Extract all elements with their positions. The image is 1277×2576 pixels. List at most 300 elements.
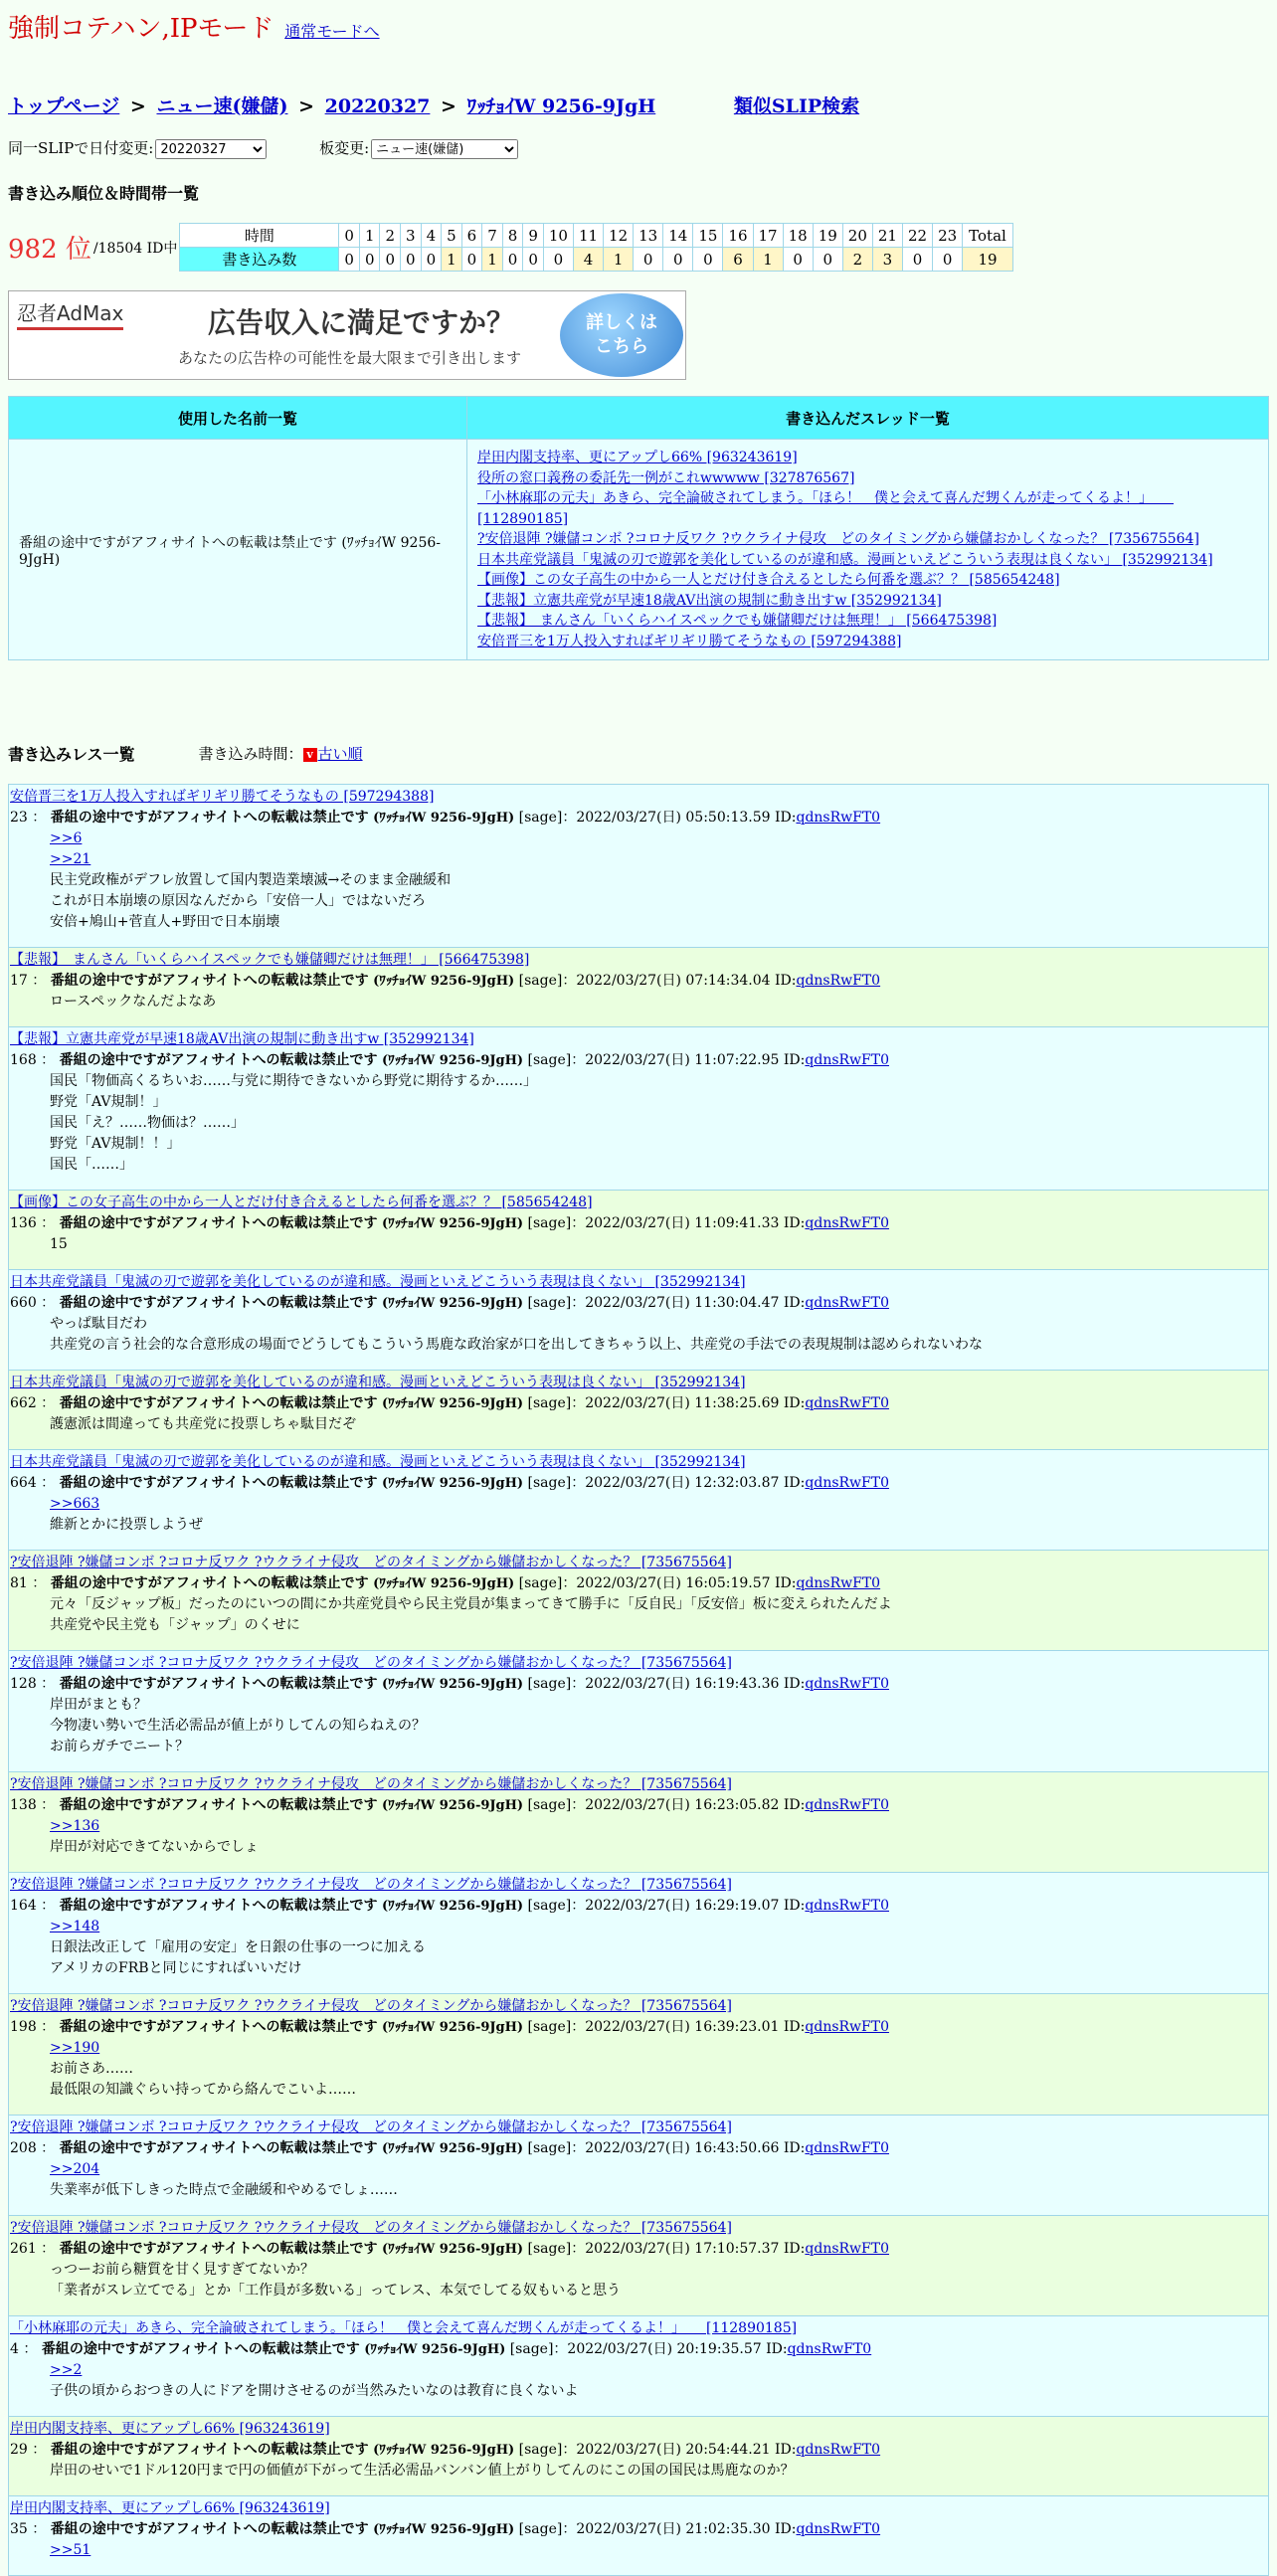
post-number: 662 [10, 1395, 37, 1411]
post-text-line: 国民「物価高くるちいお……与党に期待できないから野党に期待するか……」 [50, 1073, 537, 1089]
post-number: 261 [10, 2241, 37, 2257]
post-sage: [sage] [527, 1475, 572, 1491]
post-text-line: 野党「AV規制！」 [50, 1094, 167, 1110]
post-time-sort [199, 743, 363, 764]
post-item [8, 1772, 1269, 1873]
post-item [8, 1873, 1269, 1994]
post-thread-link[interactable]: 日本共産党議員「鬼滅の刃で遊郭を美化しているのが違和感。漫画といえどこういう表現は良くない」 [352992134] [10, 1375, 746, 1390]
post-header: 4 ： 番組の途中ですがアフィサイトへの転載は禁止です (ﾜｯﾁｮｲW 9256-9JgH) [sage]：2022/03/27(日) 20:19:35.57 ID:qdnsRwFT0 [10, 2341, 872, 2357]
post-slip: (ﾜｯﾁｮｲW 9256-9JgH) [373, 1576, 515, 1591]
post-id-link[interactable]: qdnsRwFT0 [805, 2019, 889, 2035]
post-name: 番組の途中ですがアフィサイトへの転載は禁止です [59, 2140, 378, 2156]
total-header: Total [963, 224, 1013, 248]
post-sage: [sage] [509, 2341, 554, 2357]
post-id-prefix: ID: [775, 2521, 797, 2537]
post-id-prefix: ID: [783, 1797, 806, 1813]
post-header: 164 ： 番組の途中ですがアフィサイトへの転載は禁止です (ﾜｯﾁｮｲW 9256-9JgH) [sage]：2022/03/27(日) 16:29:19.07 ID:qdnsRwFT0 [10, 1898, 889, 1914]
post-item [8, 1551, 1269, 1651]
board-select[interactable] [371, 139, 518, 159]
post-sage: [sage] [527, 1052, 572, 1068]
post-name: 番組の途中ですがアフィサイトへの転載は禁止です [50, 973, 369, 989]
post-slip: (ﾜｯﾁｮｲW 9256-9JgH) [373, 974, 515, 989]
post-slip: (ﾜｯﾁｮｲW 9256-9JgH) [373, 811, 515, 826]
post-id-prefix: ID: [783, 2140, 806, 2156]
post-sage: [sage] [518, 1575, 563, 1591]
post-id-link[interactable]: qdnsRwFT0 [796, 2521, 881, 2537]
ranking-block [8, 223, 1013, 272]
post-name: 番組の途中ですがアフィサイトへの転載は禁止です [50, 810, 369, 826]
post-name: 番組の途中ですがアフィサイトへの転載は禁止です [59, 1395, 378, 1411]
sort-arrow-icon[interactable]: v [303, 748, 317, 762]
post-number: 128 [10, 1676, 37, 1692]
hour-cell: 15 [693, 224, 723, 248]
responses-heading: 書き込みレス一覧 [8, 745, 135, 764]
count-cell: 0 [813, 248, 842, 272]
hour-cell: 2 [380, 224, 401, 248]
post-name: 番組の途中ですがアフィサイトへの転載は禁止です [59, 2241, 378, 2257]
date-change-label: 同一SLIPで日付変更: [8, 139, 154, 157]
post-id-link[interactable]: qdnsRwFT0 [805, 1475, 889, 1491]
post-body [50, 2461, 1267, 2482]
post-thread-link[interactable]: ?安倍退陣 ?嫌儲コンボ ?コロナ反ワク ?ウクライナ侵攻 どのタイミングから嫌儲おかしくなった？ [735675564] [10, 1877, 732, 1893]
count-cell: 0 [401, 248, 422, 272]
post-name: 番組の途中ですがアフィサイトへの転載は禁止です [59, 1215, 378, 1231]
count-cell: 1 [604, 248, 634, 272]
post-name: 番組の途中ですがアフィサイトへの転載は禁止です [59, 1475, 378, 1491]
time-label: 時間 [180, 224, 339, 248]
reply-anchor-link[interactable]: >>51 [50, 2542, 91, 2558]
post-slip: (ﾜｯﾁｮｲW 9256-9JgH) [373, 2522, 515, 2537]
post-item [8, 1191, 1269, 1270]
post-number: 81 [10, 1575, 28, 1591]
reply-anchor-link[interactable]: >>190 [50, 2040, 100, 2056]
post-id-link[interactable]: qdnsRwFT0 [805, 2140, 889, 2156]
count-cell: 1 [753, 248, 783, 272]
post-id-link[interactable]: qdnsRwFT0 [805, 2241, 889, 2257]
post-header: 664 ： 番組の途中ですがアフィサイトへの転載は禁止です (ﾜｯﾁｮｲW 9256-9JgH) [sage]：2022/03/27(日) 12:32:03.87 ID:qdnsRwFT0 [10, 1475, 889, 1491]
post-id-prefix: ID: [783, 1395, 806, 1411]
post-id-link[interactable]: qdnsRwFT0 [805, 1295, 889, 1311]
post-number: 17 [10, 973, 28, 989]
post-body [50, 992, 1267, 1012]
used-name: 番組の途中ですがアフィサイトへの転載は禁止です (ﾜｯﾁｮｲW 9256-9JgH) [9, 440, 467, 660]
post-time: 2022/03/27(日) 11:07:22.95 [585, 1052, 780, 1068]
post-slip: (ﾜｯﾁｮｲW 9256-9JgH) [382, 2141, 524, 2156]
post-item [8, 2417, 1269, 2496]
post-id-prefix: ID: [783, 1215, 806, 1231]
count-cell: 0 [543, 248, 573, 272]
board-change-label: 板変更: [319, 139, 370, 157]
post-thread-link[interactable]: ?安倍退陣 ?嫌儲コンボ ?コロナ反ワク ?ウクライナ侵攻 どのタイミングから嫌儲おかしくなった？ [735675564] [10, 1555, 732, 1570]
thread-link[interactable]: 【画像】この女子高生の中から一人とだけ付き合えるとしたら何番を選ぶ？？ [585654248] [477, 572, 1060, 588]
post-body [50, 1494, 1267, 1536]
rank-total: /18504 ID中 [92, 240, 178, 257]
rank-value: 982 位 [8, 235, 91, 265]
post-slip: (ﾜｯﾁｮｲW 9256-9JgH) [382, 1899, 524, 1914]
post-text-line: っつーお前ら糖質を甘く見すぎてないか？ [50, 2262, 314, 2278]
post-id-prefix: ID: [783, 1475, 806, 1491]
post-text-line: 日銀法改正して「雇用の安定」を日銀の仕事の一つに加える [50, 1939, 426, 1955]
hour-cell: 19 [813, 224, 842, 248]
post-header: 35 ： 番組の途中ですがアフィサイトへの転載は禁止です (ﾜｯﾁｮｲW 9256-9JgH) [sage]：2022/03/27(日) 21:02:35.30 ID:qdnsRwFT0 [10, 2521, 881, 2537]
hours-row [180, 224, 1012, 248]
post-time: 2022/03/27(日) 16:05:19.57 [576, 1575, 771, 1591]
post-number: 168 [10, 1052, 37, 1068]
post-slip: (ﾜｯﾁｮｲW 9256-9JgH) [382, 1053, 524, 1068]
hour-cell: 12 [604, 224, 634, 248]
breadcrumb-board[interactable]: ニュー速(嫌儲) [156, 95, 288, 117]
count-cell: 0 [359, 248, 380, 272]
post-thread-link[interactable]: 日本共産党議員「鬼滅の刃で遊郭を美化しているのが違和感。漫画といえどこういう表現は良くない」 [352992134] [10, 1454, 746, 1470]
post-name: 番組の途中ですがアフィサイトへの転載は禁止です [59, 1797, 378, 1813]
reply-anchor-link[interactable]: >>6 [50, 830, 83, 846]
post-time: 2022/03/27(日) 05:50:13.59 [576, 810, 771, 826]
post-item [8, 1651, 1269, 1772]
thread-link[interactable]: 【悲報】立憲共産党が早速18歳AV出演の規制に動き出すw [352992134] [477, 592, 942, 609]
post-body [50, 1234, 1267, 1255]
count-cell: 0 [663, 248, 693, 272]
ranking-heading: 書き込み順位＆時間帯一覧 [8, 184, 200, 203]
post-thread-link[interactable]: ?安倍退陣 ?嫌儲コンボ ?コロナ反ワク ?ウクライナ侵攻 どのタイミングから嫌儲おかしくなった？ [735675564] [10, 1998, 732, 2014]
reply-anchor-link[interactable]: >>2 [50, 2362, 83, 2378]
breadcrumb-date[interactable]: 20220327 [324, 95, 431, 117]
post-thread-link[interactable]: 【悲報】 まんさん「いくらハイスペックでも嫌儲卿だけは無理！」 [566475398] [10, 952, 530, 968]
breadcrumb-slip[interactable]: ﾜｯﾁｮｲW 9256-9JgH [466, 95, 656, 117]
hour-cell: 21 [872, 224, 902, 248]
reply-anchor-link[interactable]: >>204 [50, 2161, 100, 2177]
post-header: 662 ： 番組の途中ですがアフィサイトへの転載は禁止です (ﾜｯﾁｮｲW 9256-9JgH) [sage]：2022/03/27(日) 11:38:25.69 ID:qdnsRwFT0 [10, 1395, 889, 1411]
count-cell: 0 [783, 248, 813, 272]
hour-cell: 3 [401, 224, 422, 248]
selectors [8, 137, 518, 159]
post-body [50, 1695, 1267, 1757]
normal-mode-link[interactable]: 通常モードへ [284, 22, 380, 41]
post-text-line: 岸田がまとも？ [50, 1697, 147, 1713]
admax-logo: 忍者AdMax [17, 297, 123, 330]
count-cell: 0 [523, 248, 544, 272]
thread-list [467, 440, 1269, 660]
post-number: 664 [10, 1475, 37, 1491]
reply-anchor-link[interactable]: >>21 [50, 851, 91, 867]
post-id-prefix: ID: [783, 2241, 806, 2257]
thread-link[interactable]: 岸田内閣支持率、更にアップし66% [963243619] [477, 450, 798, 465]
hour-cell: 22 [902, 224, 932, 248]
responses-header [8, 742, 363, 765]
post-number: 138 [10, 1797, 37, 1813]
thread-link[interactable]: 役所の窓口義務の委託先一例がこれwwwww [327876567] [477, 469, 855, 486]
post-header: 168 ： 番組の途中ですがアフィサイトへの転載は禁止です (ﾜｯﾁｮｲW 9256-9JgH) [sage]：2022/03/27(日) 11:07:22.95 ID:qdnsRwFT0 [10, 1052, 889, 1068]
post-number: 208 [10, 2140, 37, 2156]
post-item [8, 1450, 1269, 1551]
post-header: 81 ： 番組の途中ですがアフィサイトへの転載は禁止です (ﾜｯﾁｮｲW 9256-9JgH) [sage]：2022/03/27(日) 16:05:19.57 ID:qdnsRwFT0 [10, 1575, 881, 1591]
post-slip: (ﾜｯﾁｮｲW 9256-9JgH) [382, 1296, 524, 1311]
post-item [8, 1270, 1269, 1371]
post-item [8, 1371, 1269, 1450]
post-item [8, 948, 1269, 1027]
post-name: 番組の途中ですがアフィサイトへの転載は禁止です [59, 1052, 378, 1068]
post-id-prefix: ID: [775, 810, 797, 826]
ad-banner[interactable] [8, 290, 686, 380]
names-column-header: 使用した名前一覧 [9, 397, 467, 440]
post-body [50, 2159, 1267, 2201]
post-thread-link[interactable]: 安倍晋三を1万人投入すればギリギリ勝てそうなもの [597294388] [10, 789, 435, 805]
post-name: 番組の途中ですがアフィサイトへの転載は禁止です [50, 1575, 369, 1591]
oldest-first-link[interactable]: 古い順 [317, 745, 363, 763]
hour-cell: 23 [933, 224, 963, 248]
post-time: 2022/03/27(日) 12:32:03.87 [585, 1475, 780, 1491]
thread-link[interactable]: 【悲報】 まんさん「いくらハイスペックでも嫌儲卿だけは無理！」 [566475398] [477, 613, 998, 629]
post-thread-link[interactable]: ?安倍退陣 ?嫌儲コンボ ?コロナ反ワク ?ウクライナ侵攻 どのタイミングから嫌儲おかしくなった？ [735675564] [10, 2119, 732, 2135]
post-body [50, 1414, 1267, 1435]
post-item [8, 2116, 1269, 2216]
post-item [8, 1994, 1269, 2116]
post-text-line: アメリカのFRBと同じにすればいいだけ [50, 1960, 302, 1976]
count-cell: 0 [902, 248, 932, 272]
post-item [8, 1027, 1269, 1191]
count-cell: 0 [634, 248, 663, 272]
post-time: 2022/03/27(日) 16:29:19.07 [585, 1898, 780, 1914]
post-text-line: 共産党や民主党も「ジャップ」のくせに [50, 1617, 300, 1633]
hourly-table [179, 223, 1012, 272]
post-sage: [sage] [518, 973, 563, 989]
post-number: 35 [10, 2521, 28, 2537]
post-thread-link[interactable]: 【画像】この女子高生の中から一人とだけ付き合えるとしたら何番を選ぶ？？ [585654248] [10, 1195, 593, 1210]
mode-title: 強制コテハン,IPモード [8, 14, 274, 44]
post-slip: (ﾜｯﾁｮｲW 9256-9JgH) [382, 1216, 524, 1231]
count-cell: 0 [461, 248, 482, 272]
post-thread-link[interactable]: ?安倍退陣 ?嫌儲コンボ ?コロナ反ワク ?ウクライナ侵攻 どのタイミングから嫌儲おかしくなった？ [735675564] [10, 2220, 732, 2236]
post-sage: [sage] [527, 1395, 572, 1411]
reply-anchor-link[interactable]: >>136 [50, 1818, 100, 1834]
post-id-prefix: ID: [775, 1575, 797, 1591]
count-cell: 1 [442, 248, 462, 272]
post-sage: [sage] [527, 1898, 572, 1914]
post-slip: (ﾜｯﾁｮｲW 9256-9JgH) [373, 2443, 515, 2458]
post-time: 2022/03/27(日) 11:09:41.33 [585, 1215, 780, 1231]
count-cell: 0 [693, 248, 723, 272]
date-select[interactable] [155, 139, 267, 159]
post-text-line: 失業率が低下しきった時点で金融緩和やめるでしょ…… [50, 2182, 398, 2198]
ad-details-label: 詳しくはこちら [586, 312, 657, 357]
post-header: 138 ： 番組の途中ですがアフィサイトへの転載は禁止です (ﾜｯﾁｮｲW 9256-9JgH) [sage]：2022/03/27(日) 16:23:05.82 ID:qdnsRwFT0 [10, 1797, 889, 1813]
post-name: 番組の途中ですがアフィサイトへの転載は禁止です [41, 2341, 360, 2357]
post-id-prefix: ID: [783, 2019, 806, 2035]
post-body [50, 2038, 1267, 2101]
post-header: 17 ： 番組の途中ですがアフィサイトへの転載は禁止です (ﾜｯﾁｮｲW 9256-9JgH) [sage]：2022/03/27(日) 07:14:34.04 ID:qdnsRwFT0 [10, 973, 881, 989]
count-cell: 0 [502, 248, 523, 272]
post-id-link[interactable]: qdnsRwFT0 [805, 1676, 889, 1692]
post-sage: [sage] [527, 1797, 572, 1813]
post-item [8, 2496, 1269, 2576]
post-time: 2022/03/27(日) 16:23:05.82 [585, 1797, 780, 1813]
post-id-link[interactable]: qdnsRwFT0 [805, 1898, 889, 1914]
post-text-line: 維新とかに投票しようぜ [50, 1517, 203, 1533]
post-name: 番組の途中ですがアフィサイトへの転載は禁止です [59, 1898, 378, 1914]
post-sage: [sage] [518, 2521, 563, 2537]
post-thread-link[interactable]: 岸田内閣支持率、更にアップし66% [963243619] [10, 2500, 330, 2516]
post-id-link[interactable]: qdnsRwFT0 [796, 1575, 881, 1591]
count-cell: 0 [380, 248, 401, 272]
post-body [50, 1071, 1267, 1176]
similar-slip-search-link[interactable]: 類似SLIP検索 [733, 95, 860, 117]
post-slip: (ﾜｯﾁｮｲW 9256-9JgH) [382, 1798, 524, 1813]
post-number: 136 [10, 1215, 37, 1231]
post-header: 136 ： 番組の途中ですがアフィサイトへの転載は禁止です (ﾜｯﾁｮｲW 9256-9JgH) [sage]：2022/03/27(日) 11:09:41.33 ID:qdnsRwFT0 [10, 1215, 889, 1231]
post-name: 番組の途中ですがアフィサイトへの転載は禁止です [59, 2019, 378, 2035]
post-sage: [sage] [527, 2241, 572, 2257]
post-sage: [sage] [527, 1676, 572, 1692]
post-slip: (ﾜｯﾁｮｲW 9256-9JgH) [382, 1677, 524, 1692]
post-time: 2022/03/27(日) 16:39:23.01 [585, 2019, 780, 2035]
count-cell: 0 [933, 248, 963, 272]
post-text-line: 元々「反ジャップ板」だったのにいつの間にか共産党員やら民主党員が集まってきて勝手に「反自民」「反安倍」板に変えられたんだよ [50, 1596, 892, 1612]
counts-row [180, 248, 1012, 272]
post-time: 2022/03/27(日) 17:10:57.37 [585, 2241, 780, 2257]
post-text-line: 最低限の知識ぐらい持ってから絡んでこいよ…… [50, 2082, 356, 2098]
post-text-line: やっぱ駄目だわ [50, 1316, 147, 1332]
threads-column-header: 書き込んだスレッド一覧 [467, 397, 1269, 440]
post-time-label: 書き込み時間： [198, 745, 303, 763]
post-name: 番組の途中ですがアフィサイトへの転載は禁止です [59, 1676, 378, 1692]
hour-cell: 9 [523, 224, 544, 248]
post-body [50, 1917, 1267, 1979]
hour-cell: 14 [663, 224, 693, 248]
post-id-link[interactable]: qdnsRwFT0 [805, 1215, 889, 1231]
post-list [8, 784, 1269, 2576]
thread-link[interactable]: 「小林麻耶の元夫」あきら、完全論破されてしまう。「ほら！ 僕と会えて喜んだ甥くんが走ってくるよ！」 [112890185] [477, 490, 1174, 527]
post-number: 164 [10, 1898, 37, 1914]
post-text-line: お前さあ…… [50, 2061, 133, 2077]
count-cell: 0 [339, 248, 360, 272]
post-sage: [sage] [527, 2140, 572, 2156]
post-thread-link[interactable]: 日本共産党議員「鬼滅の刃で遊郭を美化しているのが違和感。漫画といえどこういう表現は良くない」 [352992134] [10, 1274, 746, 1290]
hour-cell: 0 [339, 224, 360, 248]
post-id-link[interactable]: qdnsRwFT0 [805, 1052, 889, 1068]
post-header: 261 ： 番組の途中ですがアフィサイトへの転載は禁止です (ﾜｯﾁｮｲW 9256-9JgH) [sage]：2022/03/27(日) 17:10:57.37 ID:qdnsRwFT0 [10, 2241, 889, 2257]
post-time: 2022/03/27(日) 07:14:34.04 [576, 973, 771, 989]
post-id-link[interactable]: qdnsRwFT0 [805, 1395, 889, 1411]
post-number: 198 [10, 2019, 37, 2035]
post-sage: [sage] [527, 1295, 572, 1311]
post-text-line: ロースペックなんだよなあ [50, 994, 217, 1010]
ad-headline: 広告収入に満足ですか？ [208, 306, 515, 339]
ad-details-button[interactable] [560, 293, 683, 377]
post-text-line: 「業者がスレ立てでる」とか「工作員が多数いる」ってレス、本気でしてる奴もいると思う [50, 2283, 621, 2299]
breadcrumb-top[interactable]: トップページ [8, 95, 120, 117]
post-id-prefix: ID: [766, 2341, 788, 2357]
hour-cell: 8 [502, 224, 523, 248]
post-sage: [sage] [527, 2019, 572, 2035]
post-time: 2022/03/27(日) 16:19:43.36 [585, 1676, 780, 1692]
post-time: 2022/03/27(日) 11:30:04.47 [585, 1295, 780, 1311]
thread-link[interactable]: 日本共産党議員「鬼滅の刃で遊郭を美化しているのが違和感。漫画といえどこういう表現は良くない」 [352992134] [477, 551, 1213, 568]
post-thread-link[interactable]: 岸田内閣支持率、更にアップし66% [963243619] [10, 2421, 330, 2437]
post-id-prefix: ID: [775, 2442, 797, 2458]
names-threads-table [8, 396, 1269, 660]
post-slip: (ﾜｯﾁｮｲW 9256-9JgH) [382, 2020, 524, 2035]
post-thread-link[interactable]: 【悲報】立憲共産党が早速18歳AV出演の規制に動き出すw [352992134] [10, 1031, 474, 1047]
post-body [50, 1314, 1267, 1356]
post-number: 29 [10, 2442, 28, 2458]
post-header: 23 ： 番組の途中ですがアフィサイトへの転載は禁止です (ﾜｯﾁｮｲW 9256-9JgH) [sage]：2022/03/27(日) 05:50:13.59 ID:qdnsRwFT0 [10, 810, 881, 826]
post-id-prefix: ID: [783, 1676, 806, 1692]
post-id-prefix: ID: [783, 1898, 806, 1914]
post-body [50, 828, 1267, 933]
hour-cell: 18 [783, 224, 813, 248]
post-number: 4 [10, 2341, 19, 2357]
post-thread-link[interactable]: ?安倍退陣 ?嫌儲コンボ ?コロナ反ワク ?ウクライナ侵攻 どのタイミングから嫌儲おかしくなった？ [735675564] [10, 1655, 732, 1671]
post-text-line: 共産党の言う社会的な合意形成の場面でどうしてもこういう馬鹿な政治家が口を出してきちゃう以上、共産党の手法での表現規制は認められないわな [50, 1337, 983, 1353]
count-cell: 4 [573, 248, 603, 272]
post-id-link[interactable]: qdnsRwFT0 [787, 2341, 872, 2357]
count-label: 書き込み数 [180, 248, 339, 272]
post-header: 29 ： 番組の途中ですがアフィサイトへの転載は禁止です (ﾜｯﾁｮｲW 9256-9JgH) [sage]：2022/03/27(日) 20:54:44.21 ID:qdnsRwFT0 [10, 2442, 881, 2458]
count-cell: 0 [421, 248, 442, 272]
post-text-line: 岸田が対応できてないからでしょ [50, 1839, 259, 1855]
count-cell: 6 [723, 248, 753, 272]
post-text-line: 15 [50, 1236, 68, 1252]
post-id-link[interactable]: qdnsRwFT0 [805, 1797, 889, 1813]
post-slip: (ﾜｯﾁｮｲW 9256-9JgH) [382, 2242, 524, 2257]
post-thread-link[interactable]: ?安倍退陣 ?嫌儲コンボ ?コロナ反ワク ?ウクライナ侵攻 どのタイミングから嫌儲おかしくなった？ [735675564] [10, 1776, 732, 1792]
post-text-line: 国民「え？……物価は？……」 [50, 1115, 245, 1131]
hour-cell: 1 [359, 224, 380, 248]
thread-link[interactable]: ?安倍退陣 ?嫌儲コンボ ?コロナ反ワク ?ウクライナ侵攻 どのタイミングから嫌儲おかしくなった？ [735675564] [477, 531, 1199, 547]
post-item [8, 784, 1269, 948]
post-item [8, 2316, 1269, 2417]
breadcrumb [8, 92, 859, 118]
post-text-line: これが日本崩壊の原因なんだから「安倍一人」ではないだろ [50, 893, 426, 909]
mode-bar [8, 8, 380, 45]
hour-cell: 7 [482, 224, 503, 248]
reply-anchor-link[interactable]: >>663 [50, 1496, 100, 1512]
post-time: 2022/03/27(日) 20:19:35.57 [567, 2341, 762, 2357]
post-text-line: 野党「AV規制！！」 [50, 1136, 181, 1152]
post-time: 2022/03/27(日) 16:43:50.66 [585, 2140, 780, 2156]
hour-cell: 5 [442, 224, 462, 248]
count-cell: 1 [482, 248, 503, 272]
post-time: 2022/03/27(日) 21:02:35.30 [576, 2521, 771, 2537]
post-body [50, 1594, 1267, 1636]
hour-cell: 11 [573, 224, 603, 248]
post-number: 23 [10, 810, 28, 826]
post-time: 2022/03/27(日) 20:54:44.21 [576, 2442, 771, 2458]
hour-cell: 16 [723, 224, 753, 248]
post-sage: [sage] [518, 2442, 563, 2458]
post-id-link[interactable]: qdnsRwFT0 [796, 810, 881, 826]
breadcrumb-separator: > [129, 95, 146, 117]
post-id-prefix: ID: [783, 1052, 806, 1068]
post-text-line: 今物凄い勢いで生活必需品が値上がりしてんの知らねえの？ [50, 1718, 426, 1734]
post-id-link[interactable]: qdnsRwFT0 [796, 2442, 881, 2458]
post-id-prefix: ID: [783, 1295, 806, 1311]
ad-subtext: あなたの広告枠の可能性を最大限まで引き出します [178, 349, 522, 367]
hour-cell: 6 [461, 224, 482, 248]
hour-cell: 17 [753, 224, 783, 248]
thread-link[interactable]: 安倍晋三を1万人投入すればギリギリ勝てそうなもの [597294388] [477, 633, 902, 649]
reply-anchor-link[interactable]: >>148 [50, 1919, 100, 1934]
post-name: 番組の途中ですがアフィサイトへの転載は禁止です [59, 1295, 378, 1311]
post-body [50, 2360, 1267, 2402]
hour-cell: 10 [543, 224, 573, 248]
post-number: 660 [10, 1295, 37, 1311]
post-id-link[interactable]: qdnsRwFT0 [796, 973, 881, 989]
breadcrumb-separator: > [298, 95, 314, 117]
count-cell: 3 [872, 248, 902, 272]
post-body [50, 1816, 1267, 1858]
post-thread-link[interactable]: 「小林麻耶の元夫」あきら、完全論破されてしまう。「ほら！ 僕と会えて喜んだ甥くんが走ってくるよ！」 [112890185] [10, 2320, 798, 2336]
post-name: 番組の途中ですがアフィサイトへの転載は禁止です [50, 2442, 369, 2458]
